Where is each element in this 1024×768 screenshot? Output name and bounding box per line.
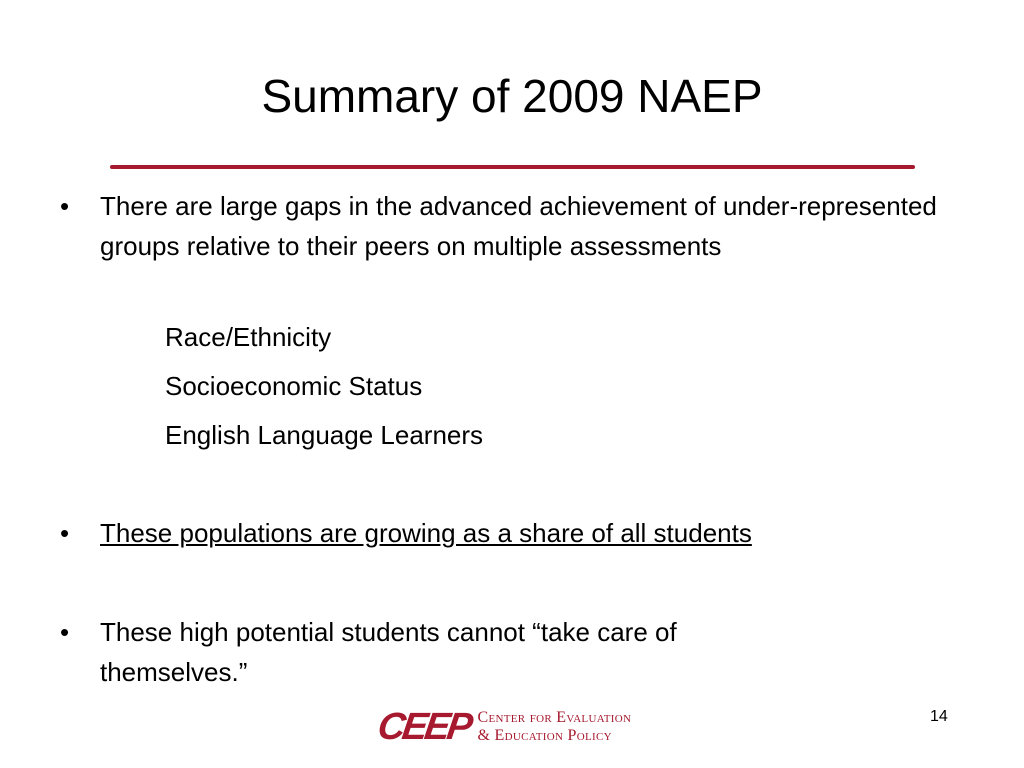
logo-text: [477, 709, 631, 745]
logo-line-2: & Education Policy: [477, 727, 612, 744]
bullet-text: These high potential students cannot “take care of themselves.”: [100, 617, 677, 687]
bullet-item-1: [60, 186, 940, 266]
bullet-text: There are large gaps in the advanced achievement of under-represented groups relative to their peers on multiple assessments: [100, 191, 937, 261]
bullet-marker: •: [60, 191, 70, 221]
title-divider: [110, 165, 915, 169]
bullet-text: These populations are growing as a share of all students: [100, 518, 752, 548]
sub-item-english-language-learners: English Language Learners: [165, 420, 484, 450]
bullet-marker: •: [60, 518, 70, 548]
sub-item-race-ethnicity: Race/Ethnicity: [165, 322, 332, 352]
logo-mark: CEEP: [375, 706, 473, 748]
bullet-item-2: [60, 513, 940, 553]
sub-item-socioeconomic-status: Socioeconomic Status: [165, 371, 423, 401]
page-number: 14: [930, 708, 948, 725]
slide-title: Summary of 2009 NAEP: [261, 70, 763, 122]
bullet-marker: •: [60, 617, 70, 647]
bullet-item-3: [60, 612, 820, 692]
logo-line-1: Center for Evaluation: [477, 709, 632, 726]
ceep-logo: [375, 704, 632, 750]
